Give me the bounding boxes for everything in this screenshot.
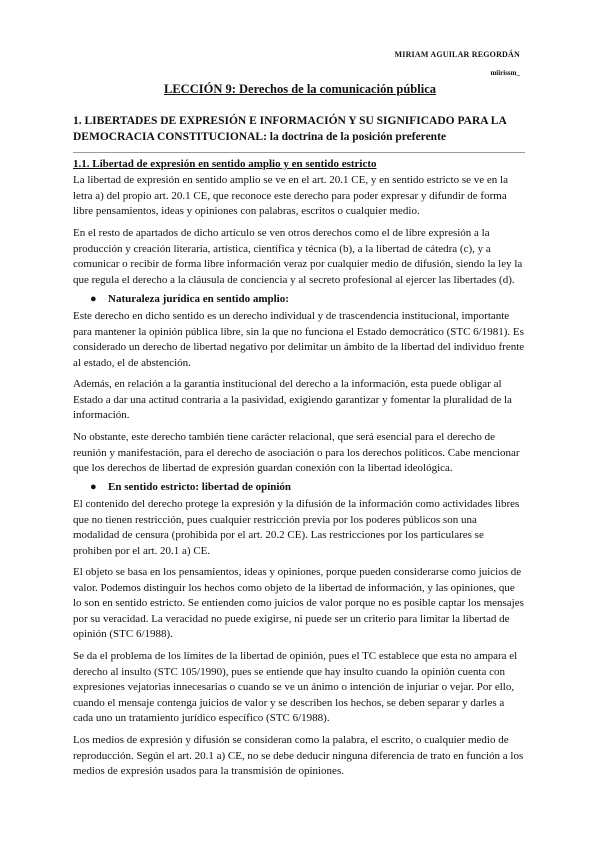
bullet-heading [90, 480, 291, 496]
paragraph [73, 565, 543, 643]
text-line: al estado, el de abstención. [73, 356, 191, 369]
bullet-icon: ● [90, 293, 97, 305]
bullet-label: En sentido estricto: libertad de opinión [108, 481, 292, 493]
text-line: medios de expresión usados para la transmisión de opiniones. [73, 765, 344, 777]
text-line: que los derechos de libertad de expresión guardan conexión con la libertad ideológica. [73, 462, 453, 474]
text-line: Se da el problema de los límites de la libertad de opinión, pues el TC establece que esta no ampara el [73, 650, 518, 662]
paragraph [73, 377, 543, 424]
paragraph [73, 173, 543, 220]
text-line: reunión y manifestación, para el derecho de asociación o para los derechos políticos. Cabe mencionar [73, 446, 520, 459]
text-line: libre pensamientos, ideas y opiniones con palabras, escritos o cualquier medio. [73, 205, 420, 217]
text-line: La libertad de expresión en sentido amplio se ve en el art. 20.1 CE, y en sentido estricto se ve en la [73, 174, 508, 186]
paragraph [73, 430, 543, 477]
subsection-heading: 1.1. Libertad de expresión en sentido amplio y en sentido estricto [73, 158, 377, 170]
text-line: cada uno un tratamiento jurídico específico (STC 6/1988). [73, 712, 330, 724]
paragraph [73, 309, 543, 371]
text-line: modalidad de censura (prohibida por el art. 20.2 CE). Las restricciones por los particulares se [73, 529, 484, 541]
paragraph [73, 497, 543, 559]
heading-line: DEMOCRACIA CONSTITUCIONAL: la doctrina de la posición preferente [73, 131, 447, 143]
text-line: considerado un derecho de libertad negativo por delimitar un ámbito de la libertad del individuo frente [73, 341, 525, 353]
section-heading [73, 113, 543, 145]
text-line: derecho al insulto (STC 105/1990), pues se entiende que hay insulto cuando la opinión cuenta con [73, 665, 505, 678]
text-line: Este derecho en dicho sentido es un derecho individual y de trascendencia institucional, importante [73, 310, 510, 322]
text-line: lo son en sentido estricto. Se entienden como juicios de valor porque no es posible captar los mensajes [73, 597, 524, 609]
text-line: para mantener la opinión pública libre, sin la que no funciona el Estado democrático (STC 6/1981). Es [73, 325, 524, 338]
paragraph [73, 649, 543, 727]
text-line: Estado a dar una actitud contraria a la pasividad, exigiendo garantizar y fomentar la pluralidad de la [73, 393, 512, 406]
text-line: información. [73, 409, 130, 421]
text-line: Además, en relación a la garantía institucional del derecho a la información, esta puede obligar al [73, 378, 502, 390]
bullet-icon: ● [90, 481, 97, 493]
text-line: opinión (STC 6/1988). [73, 628, 173, 640]
text-line: valor. Podemos distinguir los hechos como objeto de la libertad de información, y las opiniones, que [73, 581, 515, 594]
bullet-label: Naturaleza jurídica en sentido amplio: [108, 293, 289, 305]
document-title: LECCIÓN 9: Derechos de la comunicación pública [164, 82, 436, 96]
text-line: letra a) del propio art. 20.1 CE, que reconoce este derecho para poder expresar y difundir de forma [73, 189, 507, 202]
text-line: prohiben por el art. 20.1 a) CE. [73, 544, 211, 557]
text-line: reproducción. Según el art. 20.1 a) CE, no se debe deducir ninguna diferencia de trato en función a los [73, 749, 524, 762]
text-line: No obstante, este derecho también tiene carácter relacional, que será esencial para el derecho de [73, 431, 496, 443]
author-username: miirissm_ [490, 69, 520, 77]
text-line: expresiones vejatorias innecesarias o cuando se ve un ánimo o intención de injuriar o vejar. Por ello, [73, 681, 515, 693]
text-line: Los medios de expresión y difusión se consideran como la palabra, el escrito, o cualquier medio de [73, 734, 509, 746]
text-line: En el resto de apartados de dicho artículo se ven otros derechos como el de libre expresión a la [73, 227, 490, 239]
text-line: El contenido del derecho protege la expresión y la difusión de la información como actividades libres [73, 498, 520, 510]
text-line: por su veracidad. La veracidad no puede exigirse, ni puede ser un criterio para limitar la libertad de [73, 612, 510, 625]
text-line: cuando el mensaje contenga juicios de valor y se describen los hechos, se deben separar y darles a [73, 696, 505, 709]
divider [73, 152, 525, 153]
author-name: MIRIAM AGUILAR REGORDÁN [394, 50, 520, 59]
paragraph [73, 733, 543, 780]
heading-line: 1. LIBERTADES DE EXPRESIÓN E INFORMACIÓN Y SU SIGNIFICADO PARA LA [73, 115, 507, 127]
bullet-heading [90, 292, 289, 308]
text-line: que regula el derecho a la cláusula de conciencia y al secreto profesional al ejercer las libertades (d). [73, 273, 515, 286]
paragraph [73, 226, 543, 288]
text-line: comunicar o recibir de forma libre información veraz por cualquier medio de difusión, siendo la ley la [73, 258, 523, 270]
text-line: producción y creación literaria, artística, científica y técnica (b), a la libertad de cátedra (c), y a [73, 242, 491, 255]
text-line: El objeto se basa en los pensamientos, ideas y opiniones, porque pueden considerarse como juicios de [73, 566, 522, 578]
text-line: que no tienen restricción, pues cualquier restricción previa por los poderes públicos son una [73, 513, 477, 526]
